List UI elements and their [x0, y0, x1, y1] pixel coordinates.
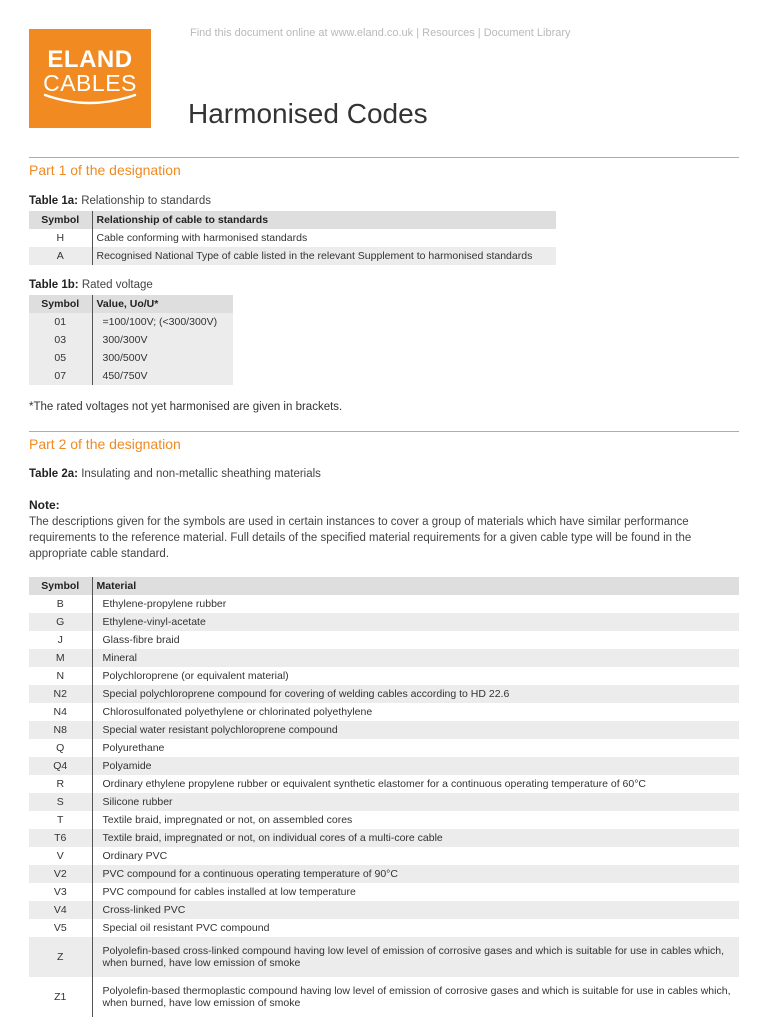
description-cell: Cable conforming with harmonised standards	[96, 232, 308, 244]
symbol-cell: A	[29, 247, 92, 265]
table-row	[29, 229, 556, 247]
table-header-row	[29, 211, 556, 229]
table-row	[29, 847, 739, 865]
column-header-symbol: Symbol	[29, 295, 92, 313]
note-text: The descriptions given for the symbols are used in certain instances to cover a group of materials which have similar performance requirements to the reference material. Full details of the specified material requirements for a given cable type will be found in the appropriate cable standard.	[29, 516, 692, 560]
logo-swoosh-icon	[43, 93, 137, 107]
symbol-cell: V5	[29, 919, 92, 937]
table-row	[29, 667, 739, 685]
table2a-title: Insulating and non-metallic sheathing materials	[81, 468, 321, 480]
voltage-footnote: *The rated voltages not yet harmonised are given in brackets.	[29, 401, 343, 413]
symbol-cell: S	[29, 793, 92, 811]
table-row	[29, 349, 233, 367]
symbol-cell: B	[29, 595, 92, 613]
symbol-cell: V3	[29, 883, 92, 901]
table-1b	[29, 295, 233, 385]
symbol-cell: 01	[29, 313, 92, 331]
table2a-caption	[29, 468, 321, 480]
symbol-cell: N2	[29, 685, 92, 703]
material-cell: Polyurethane	[102, 742, 165, 754]
material-cell: Polyolefin-based cross-linked compound having low level of emission of corrosive gases and which is suitable for use in cables which, when burned, have low emission of smoke	[92, 937, 739, 977]
symbol-cell: 07	[29, 367, 92, 385]
note-heading: Note:	[29, 498, 60, 512]
table1b-title: Rated voltage	[81, 279, 153, 291]
symbol-cell: 05	[29, 349, 92, 367]
value-cell: 450/750V	[92, 367, 233, 385]
description-cell: Recognised National Type of cable listed in the relevant Supplement to harmonised standards	[92, 247, 556, 265]
material-cell: Cross-linked PVC	[92, 901, 739, 919]
material-cell: Textile braid, impregnated or not, on assembled cores	[102, 814, 353, 826]
symbol-cell: Q4	[29, 757, 92, 775]
document-source-line: Find this document online at www.eland.co.uk | Resources | Document Library	[190, 27, 571, 39]
symbol-cell: Z1	[29, 977, 92, 1017]
page-title: Harmonised Codes	[188, 98, 428, 129]
column-header-relationship: Relationship of cable to standards	[92, 211, 556, 229]
symbol-cell: N4	[29, 703, 92, 721]
table-header-row	[29, 295, 233, 313]
symbol-cell: Z	[29, 937, 92, 977]
material-cell: Polyolefin-based thermoplastic compound having low level of emission of corrosive gases and which is suitable for use in cables which, when burned, have low emission of smoke	[102, 985, 731, 1009]
symbol-cell: J	[29, 631, 92, 649]
table1b-caption	[29, 279, 153, 291]
symbol-cell: V	[29, 847, 92, 865]
table-row	[29, 775, 739, 793]
column-header-material: Material	[92, 577, 739, 595]
material-cell: Glass-fibre braid	[102, 634, 180, 646]
symbol-cell: V4	[29, 901, 92, 919]
table-row	[29, 865, 739, 883]
column-header-symbol: Symbol	[29, 577, 92, 595]
logo-line2: CABLES	[43, 70, 137, 96]
column-header-value: Value, Uo/U*	[92, 295, 233, 313]
table-row	[29, 595, 739, 613]
value-cell: 300/500V	[92, 349, 233, 367]
material-cell: Special polychloroprene compound for covering of welding cables according to HD 22.6	[92, 685, 739, 703]
table1b-label: Table 1b:	[29, 279, 79, 291]
value-cell: =100/100V; (<300/300V)	[92, 313, 233, 331]
table-header-row	[29, 577, 739, 595]
symbol-cell: V2	[29, 865, 92, 883]
table-row	[29, 883, 739, 901]
material-cell: Mineral	[92, 649, 739, 667]
table-row	[29, 937, 739, 977]
table-row	[29, 649, 739, 667]
symbol-cell: N8	[29, 721, 92, 739]
part2-heading: Part 2 of the designation	[29, 436, 181, 452]
table2a-label: Table 2a:	[29, 468, 78, 480]
material-cell: PVC compound for a continuous operating temperature of 90°C	[92, 865, 739, 883]
section-divider	[29, 157, 739, 158]
material-cell: Silicone rubber	[92, 793, 739, 811]
table-row	[29, 757, 739, 775]
table1a-label: Table 1a:	[29, 195, 78, 207]
table1a-title: Relationship to standards	[81, 195, 211, 207]
material-cell: PVC compound for cables installed at low temperature	[102, 886, 356, 898]
table-row	[29, 901, 739, 919]
table-row	[29, 631, 739, 649]
value-cell: 300/300V	[92, 331, 233, 349]
column-header-symbol: Symbol	[29, 211, 92, 229]
table1a-caption	[29, 195, 211, 207]
material-cell: Ethylene-propylene rubber	[102, 598, 227, 610]
table-row	[29, 247, 556, 265]
material-cell: Ethylene-vinyl-acetate	[92, 613, 739, 631]
table-row	[29, 367, 233, 385]
table-row	[29, 721, 739, 739]
material-cell: Chlorosulfonated polyethylene or chlorinated polyethylene	[102, 706, 373, 718]
symbol-cell: N	[29, 667, 92, 685]
table-row	[29, 685, 739, 703]
material-cell: Polyamide	[92, 757, 739, 775]
eland-cables-logo	[29, 29, 151, 128]
symbol-cell: 03	[29, 331, 92, 349]
section-divider	[29, 431, 739, 432]
symbol-cell: T6	[29, 829, 92, 847]
table-2a-materials	[29, 577, 739, 1017]
symbol-cell: Q	[29, 739, 92, 757]
table-row	[29, 313, 233, 331]
logo-line1: ELAND	[47, 46, 133, 73]
symbol-cell: R	[29, 775, 92, 793]
table-row	[29, 829, 739, 847]
table-1a	[29, 211, 556, 265]
symbol-cell: H	[29, 229, 92, 247]
symbol-cell: G	[29, 613, 92, 631]
table-row	[29, 703, 739, 721]
material-cell: Ordinary ethylene propylene rubber or equivalent synthetic elastomer for a continuous operating temperature of 60°C	[102, 778, 647, 790]
symbol-cell: T	[29, 811, 92, 829]
material-cell: Textile braid, impregnated or not, on individual cores of a multi-core cable	[92, 829, 739, 847]
material-cell: Ordinary PVC	[102, 850, 168, 862]
table-row	[29, 331, 233, 349]
part1-heading: Part 1 of the designation	[29, 162, 181, 178]
material-cell: Special oil resistant PVC compound	[102, 922, 270, 934]
table-row	[29, 919, 739, 937]
table-row	[29, 977, 739, 1017]
table-row	[29, 811, 739, 829]
material-cell: Special water resistant polychloroprene compound	[92, 721, 739, 739]
table-row	[29, 739, 739, 757]
table-row	[29, 793, 739, 811]
symbol-cell: M	[29, 649, 92, 667]
material-cell: Polychloroprene (or equivalent material)	[102, 670, 289, 682]
table-row	[29, 613, 739, 631]
